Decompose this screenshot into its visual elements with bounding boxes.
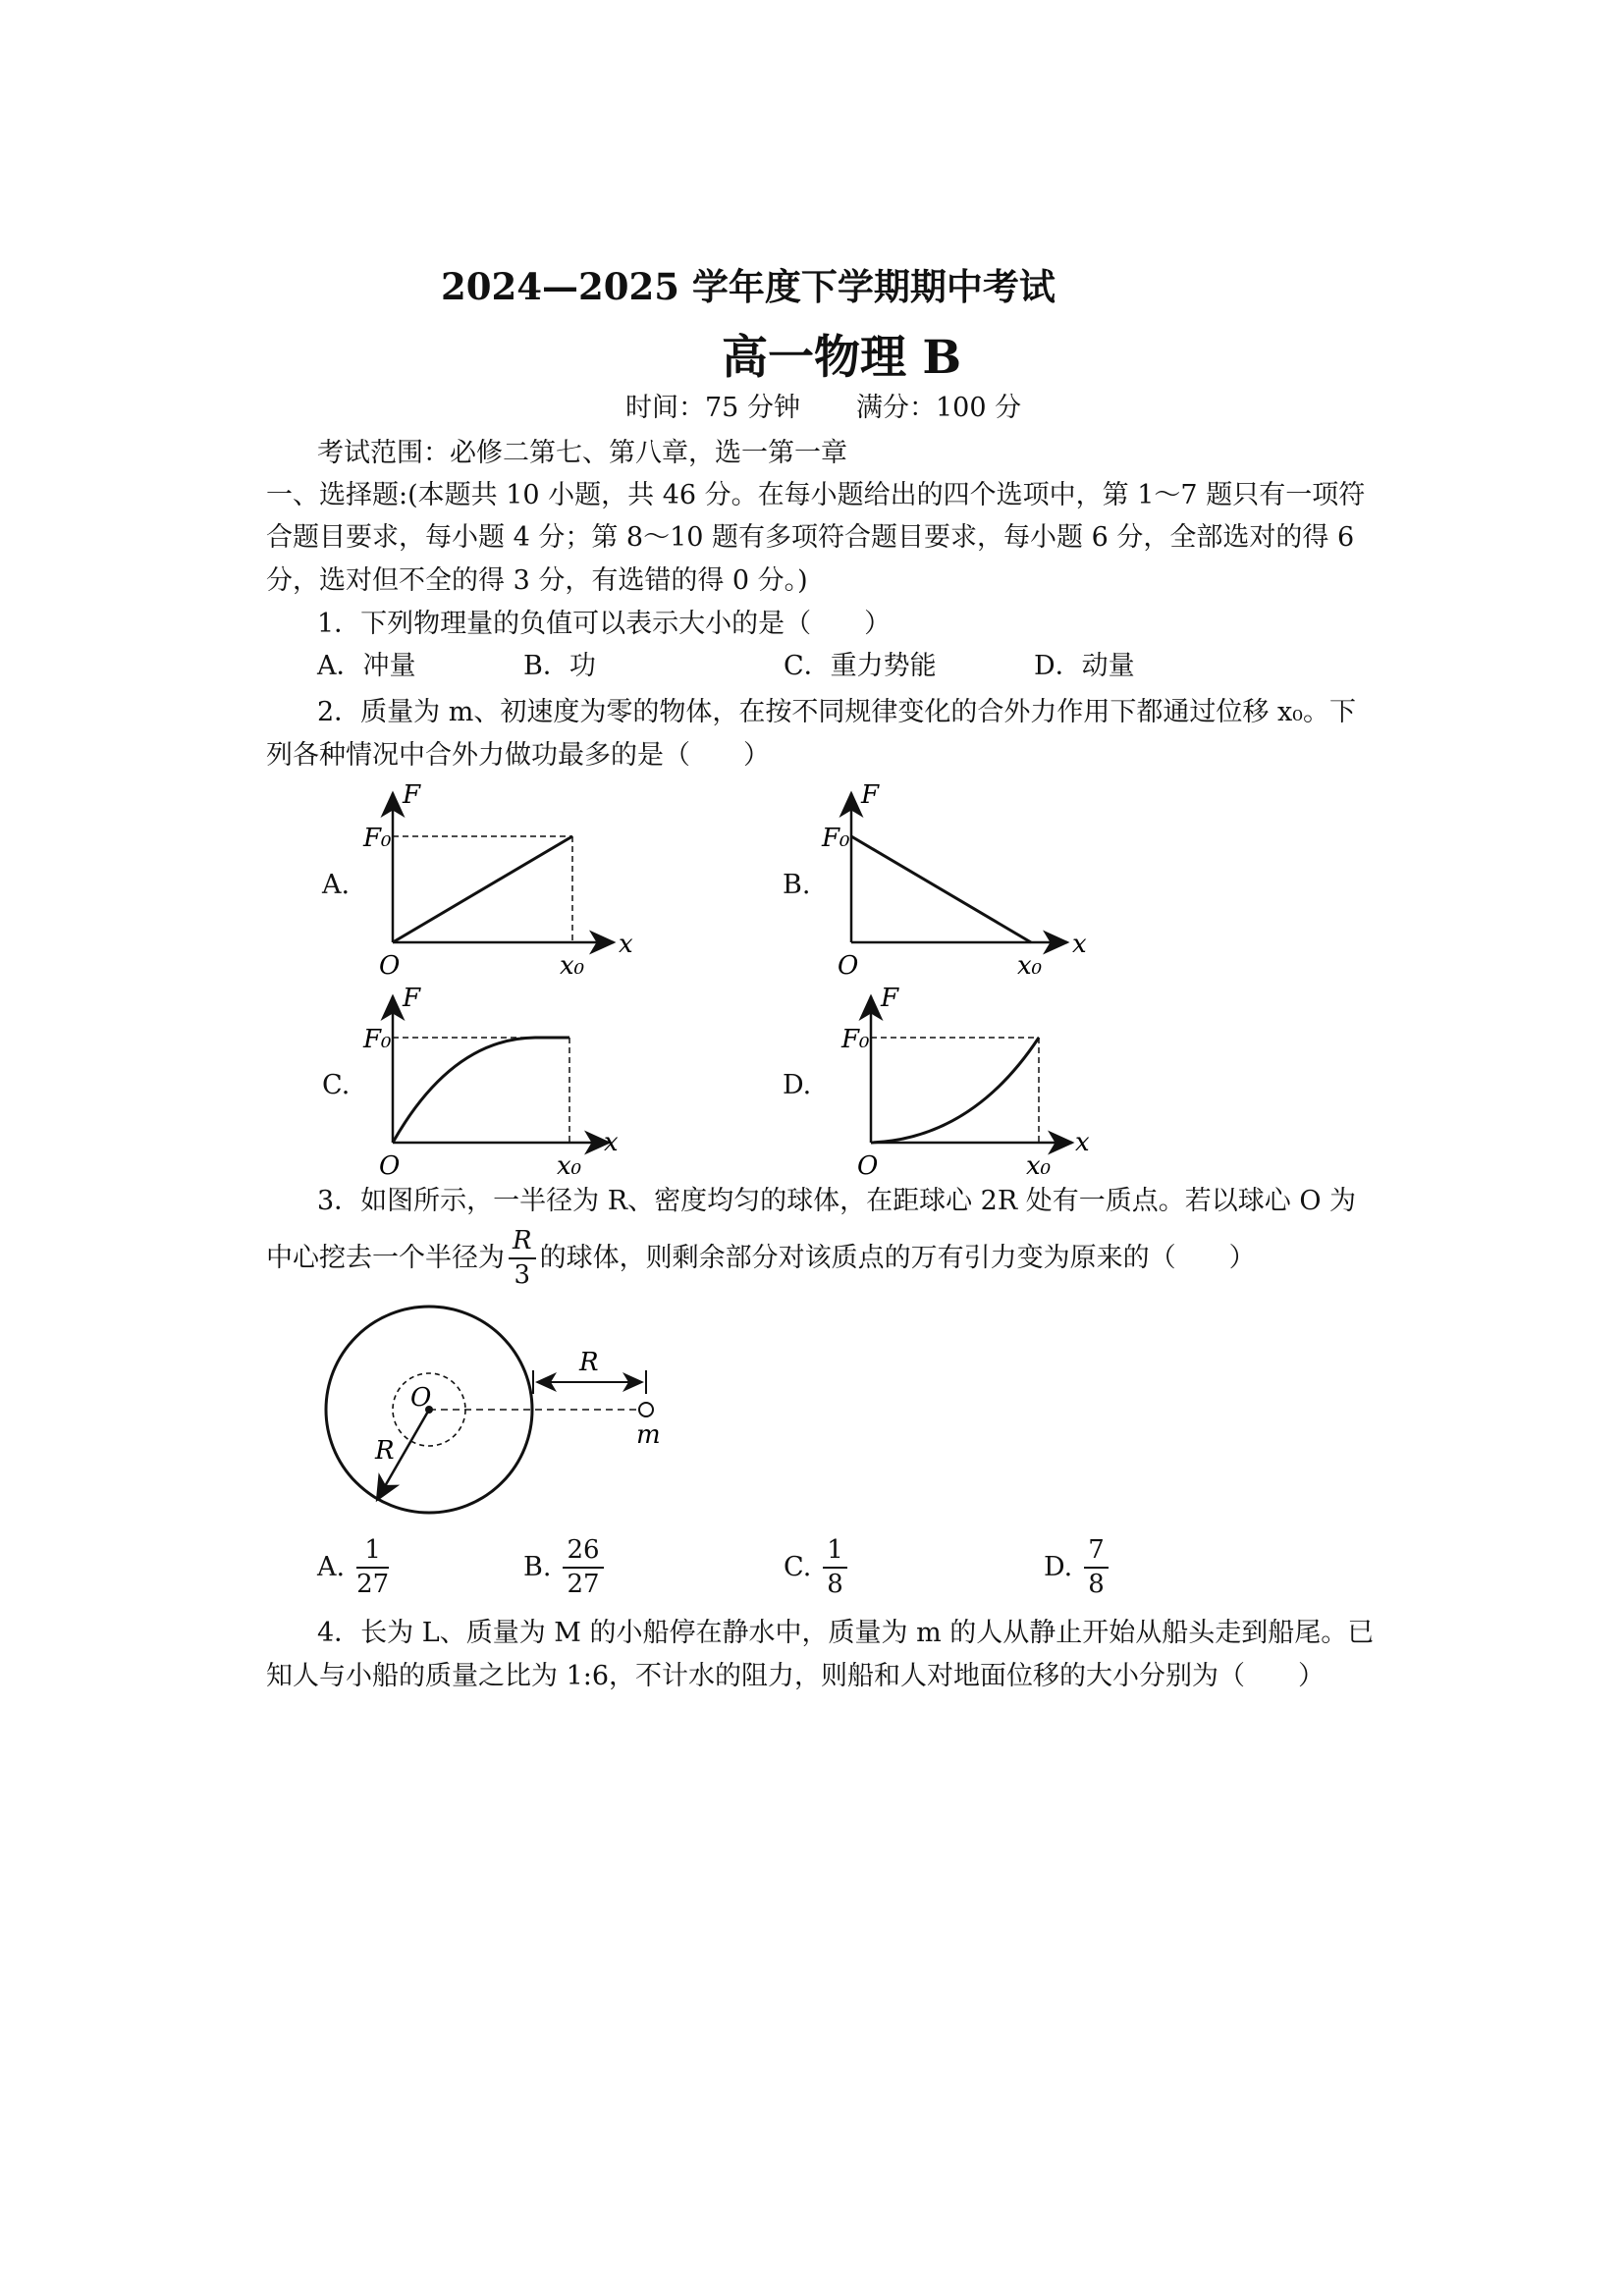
q2a-y-label: F [403, 780, 421, 810]
exam-full-score: 满分：100 分 [856, 393, 1022, 423]
q3-option-c [784, 1536, 847, 1598]
q2-option-d-label: D. [783, 1070, 812, 1100]
section-instructions-line-1: 一、选择题:(本题共 10 小题，共 46 分。在每小题给出的四个选项中，第 1～7 题只有一项符 [266, 480, 1366, 510]
q3-stem-fraction-den: 3 [514, 1259, 531, 1290]
q3-option-d-label: D. [1044, 1552, 1073, 1583]
q3-figure [326, 1307, 661, 1513]
q2-graph-b [821, 780, 1087, 981]
q3-stem-line-2 [266, 1227, 1256, 1289]
q2c-x-label: x [604, 1128, 619, 1157]
q3-distance-label: R [579, 1348, 599, 1377]
section-instructions-line-3: 分，选对但不全的得 3 分，有选错的得 0 分。) [266, 565, 808, 596]
q3-option-a [317, 1536, 389, 1598]
q3-option-b-fraction [563, 1536, 603, 1598]
q2c-x-tick: x₀ [557, 1151, 582, 1181]
q3-option-b-num: 26 [563, 1536, 603, 1569]
q3-mass-label: m [636, 1420, 661, 1450]
q2d-y-label: F [881, 984, 899, 1013]
q2a-x-tick: x₀ [560, 951, 585, 981]
q3-stem-fraction [509, 1227, 536, 1289]
q3-option-d-fraction [1084, 1536, 1109, 1598]
q3-option-c-fraction [823, 1536, 847, 1598]
q2b-y-label: F [861, 780, 880, 810]
q3-option-c-label: C. [784, 1552, 812, 1583]
q3-option-a-den: 27 [356, 1569, 390, 1599]
q1-stem: 1．下列物理量的负值可以表示大小的是（ ） [317, 609, 892, 639]
q3-option-c-num: 1 [823, 1536, 847, 1569]
q3-option-a-num: 1 [356, 1536, 389, 1569]
q2a-y-tick: F₀ [363, 824, 392, 853]
q2b-y-tick: F₀ [822, 824, 850, 853]
q2d-x-tick: x₀ [1026, 1151, 1052, 1181]
section-instructions-line-2: 合题目要求，每小题 4 分；第 8～10 题有多项符合题目要求，每小题 6 分，全部选对的得 6 [266, 522, 1355, 553]
q1-option-a: A．冲量 [317, 651, 416, 681]
q2-option-a-label: A. [322, 870, 351, 900]
q2c-y-label: F [403, 984, 421, 1013]
q3-stem-line-1: 3．如图所示，一半径为 R、密度均匀的球体，在距球心 2R 处有一质点。若以球心 O 为 [317, 1186, 1357, 1216]
exam-time: 时间：75 分钟 [625, 393, 800, 423]
q3-option-a-fraction [356, 1536, 389, 1598]
q2-stem-line-2: 列各种情况中合外力做功最多的是（ ） [266, 740, 770, 771]
q2d-x-label: x [1075, 1128, 1090, 1157]
exam-title: 2024—2025 学年度下学期期中考试 [441, 265, 1056, 308]
q3-stem-fraction-num: R [509, 1227, 536, 1259]
q2-graph-a [362, 780, 633, 981]
q2-graph-c [362, 984, 619, 1181]
q2-option-b-label: B. [783, 870, 811, 900]
q3-option-b [523, 1536, 604, 1598]
q1-option-b: B．功 [523, 651, 596, 681]
q2-option-c-label: C. [322, 1070, 351, 1100]
q3-stem-line-2-part-b: 的球体，则剩余部分对该质点的万有引力变为原来的（ ） [539, 1243, 1256, 1274]
q2b-origin: O [838, 951, 859, 981]
q3-option-b-den: 27 [567, 1569, 600, 1599]
q3-option-d-den: 8 [1088, 1569, 1105, 1599]
q2b-x-label: x [1072, 930, 1087, 959]
q2a-x-label: x [619, 930, 633, 959]
q1-option-c: C．重力势能 [784, 651, 937, 681]
exam-subtitle: 高一物理 B [722, 331, 962, 385]
q2d-origin: O [857, 1151, 879, 1181]
q3-center-label: O [410, 1383, 432, 1413]
q3-option-c-den: 8 [827, 1569, 843, 1599]
q3-option-a-label: A. [317, 1552, 346, 1583]
q2-stem-line-1: 2．质量为 m、初速度为零的物体，在按不同规律变化的合外力作用下都通过位移 x₀。下 [317, 697, 1356, 727]
q3-option-d [1044, 1536, 1109, 1598]
q3-option-b-label: B. [523, 1552, 552, 1583]
q3-stem-line-2-part-a: 中心挖去一个半径为 [266, 1243, 505, 1274]
q4-stem-line-2: 知人与小船的质量之比为 1:6，不计水的阻力，则船和人对地面位移的大小分别为（ ） [266, 1661, 1326, 1691]
q2d-y-tick: F₀ [841, 1025, 870, 1054]
exam-scope: 考试范围：必修二第七、第八章，选一第一章 [317, 438, 847, 468]
q2b-x-tick: x₀ [1017, 951, 1043, 981]
q2c-origin: O [379, 1151, 401, 1181]
q2-graph-d [840, 984, 1090, 1181]
q2c-y-tick: F₀ [363, 1025, 392, 1054]
q3-option-d-num: 7 [1084, 1536, 1109, 1569]
q2a-origin: O [379, 951, 401, 981]
q1-option-d: D．动量 [1034, 651, 1135, 681]
q3-radius-label: R [375, 1436, 395, 1466]
q4-stem-line-1: 4．长为 L、质量为 M 的小船停在静水中，质量为 m 的人从静止开始从船头走到船尾。已 [317, 1618, 1375, 1648]
